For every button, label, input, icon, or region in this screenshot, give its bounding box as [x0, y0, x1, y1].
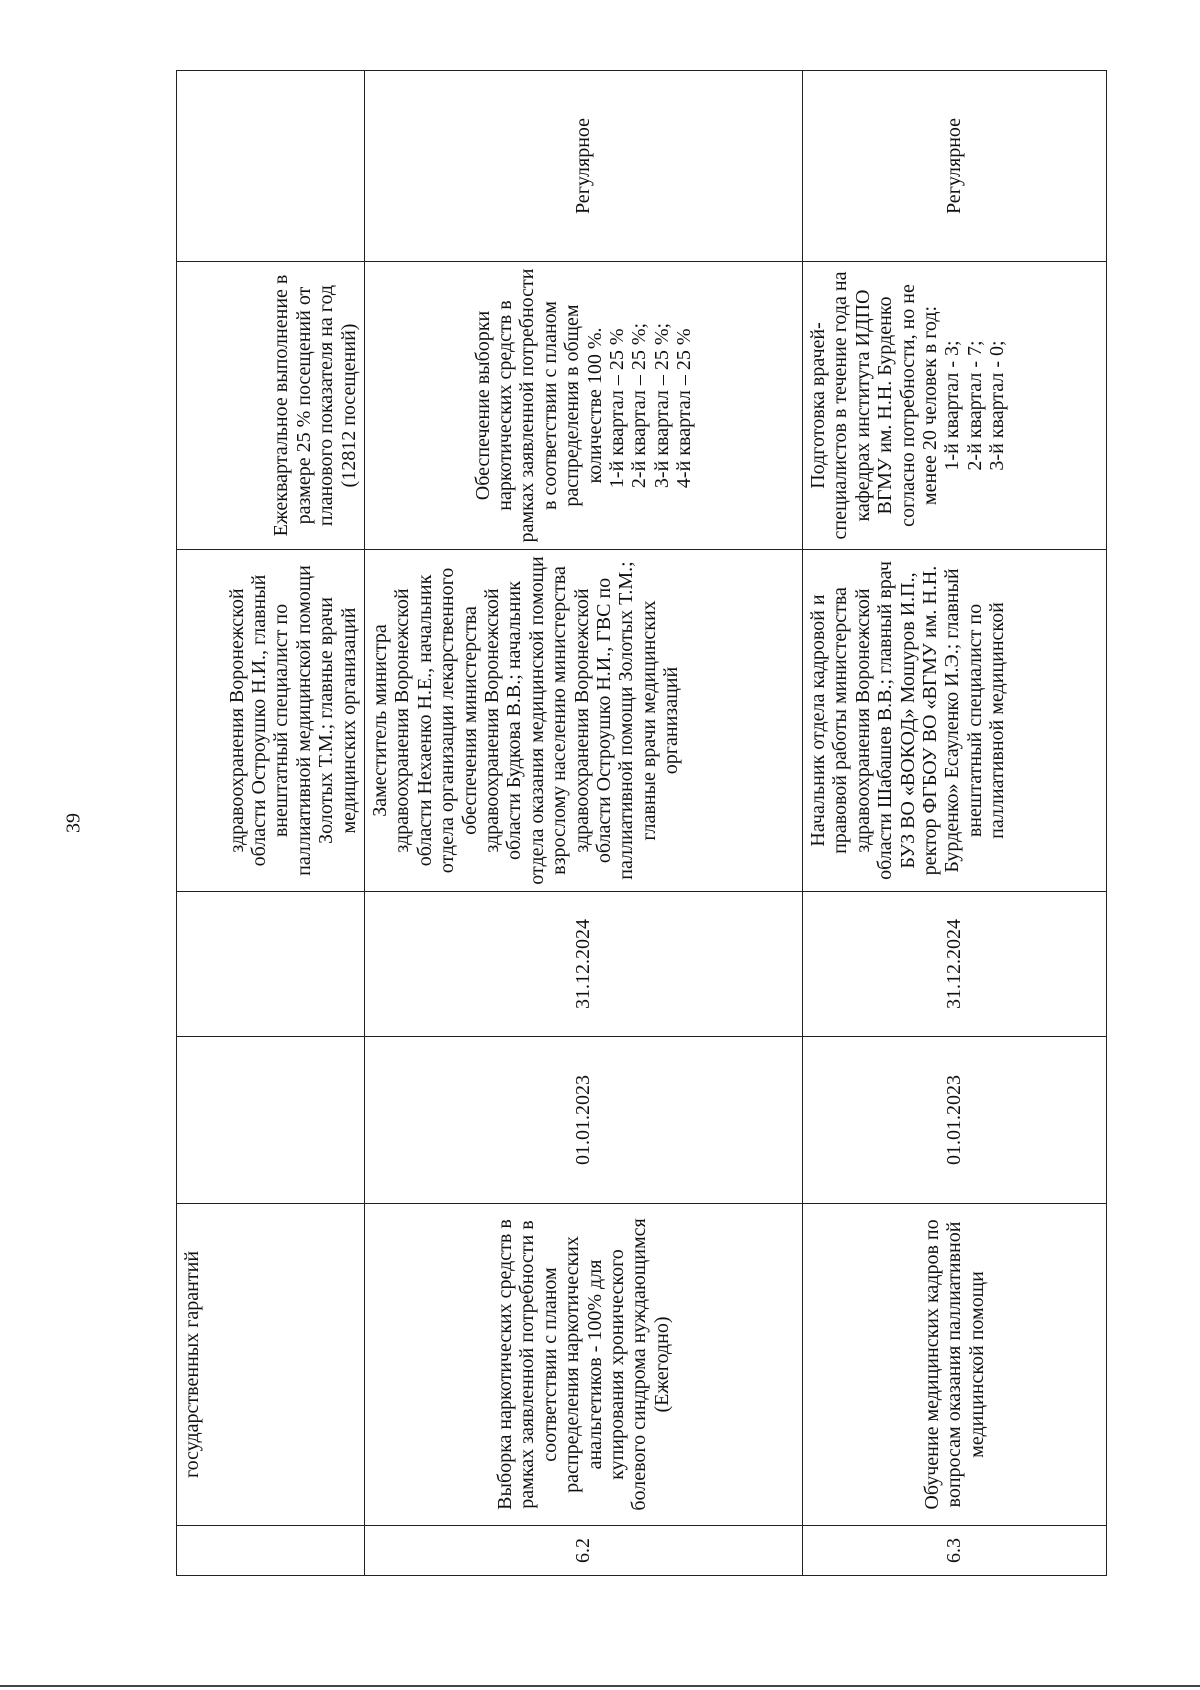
bottom-rule [0, 1685, 1200, 1687]
expected-result: Подготовка врачей-специалистов в течение года на кафедрах института ИДПО ВГМУ им. Н.Н. Бурденко согласно потребности, но не менее 20 человек в год: [807, 271, 941, 540]
start-date [177, 1037, 365, 1204]
page-number: 39 [62, 813, 85, 833]
activity-name: Выборка наркотических средств в рамках заявленной потребности в соответствии с планом распределения наркотических анальгетиков - 100% для купирования хронического болевого синдрома нуждающимся (Ежегодно) [365, 1204, 803, 1526]
end-date: 31.12.2024 [365, 892, 803, 1037]
activity-name: Обучение медицинских кадров по вопросам оказания паллиативной медицинской помощи [803, 1204, 1107, 1526]
responsible-persons: Заместитель министра здравоохранения Воронежской области Нехаенко Н.Е., начальник отдела организации лекарственного обеспечения министерства здравоохранения Воронежской области Будкова В.В.; начальник отдела оказания медицинской помощи взрослому населению министерства здравоохранения Воронежской области Остроушко Н.И., ГВС по паллиативной помощи Золотых Т.М.; главные врачи медицинских организаций [365, 550, 803, 892]
row-number: 6.2 [365, 1526, 803, 1576]
event-type: Регулярное [803, 71, 1107, 262]
expected-result: Обеспечение выборки наркотических средств в рамках заявленной потребности в соответствии с планом распределения в общем количестве 100 %. [471, 268, 606, 543]
row-number [177, 1526, 365, 1576]
start-date: 01.01.2023 [365, 1037, 803, 1204]
quarter-breakdown: 1-й квартал - 3; 2-й квартал - 7; 3-й квартал - 0; [941, 340, 1009, 471]
responsible-persons: Начальник отдела кадровой и правовой работы министерства здравоохранения Воронежской области Шабашев В.В.; главный врач БУЗ ВО «ВОКОД» Мошуров И.П., ректор ФГБОУ ВО «ВГМУ им. Н.Н. Бурденко» Есауленко И.Э.; главный внештатный специалист по паллиативной медицинской [803, 550, 1107, 892]
event-type: Регулярное [365, 71, 803, 262]
table-row [803, 71, 1107, 1576]
event-type [177, 71, 365, 262]
table-row [365, 71, 803, 1576]
expected-result-cell [803, 262, 1107, 550]
end-date: 31.12.2024 [803, 892, 1107, 1037]
responsible-persons: здравоохранения Воронежской области Остроушко Н.И., главный внештатный специалист по паллиативной медицинской помощи Золотых Т.М.; главные врачи медицинских организаций [177, 550, 365, 892]
table-row [177, 71, 365, 1576]
activity-name: государственных гарантий [177, 1204, 365, 1526]
expected-result-cell [365, 262, 803, 550]
quarter-breakdown: 1-й квартал – 25 % 2-й квартал – 25 %; 3-й квартал – 25 %; 4-й квартал – 25 % [605, 322, 696, 489]
expected-result: Ежеквартальное выполнение в размере 25 % посещений от планового показателя на год (12812 посещений) [177, 262, 365, 550]
start-date: 01.01.2023 [803, 1037, 1107, 1204]
row-number: 6.3 [803, 1526, 1107, 1576]
table-container [176, 71, 1106, 1576]
plan-table [176, 70, 1107, 1576]
end-date [177, 892, 365, 1037]
